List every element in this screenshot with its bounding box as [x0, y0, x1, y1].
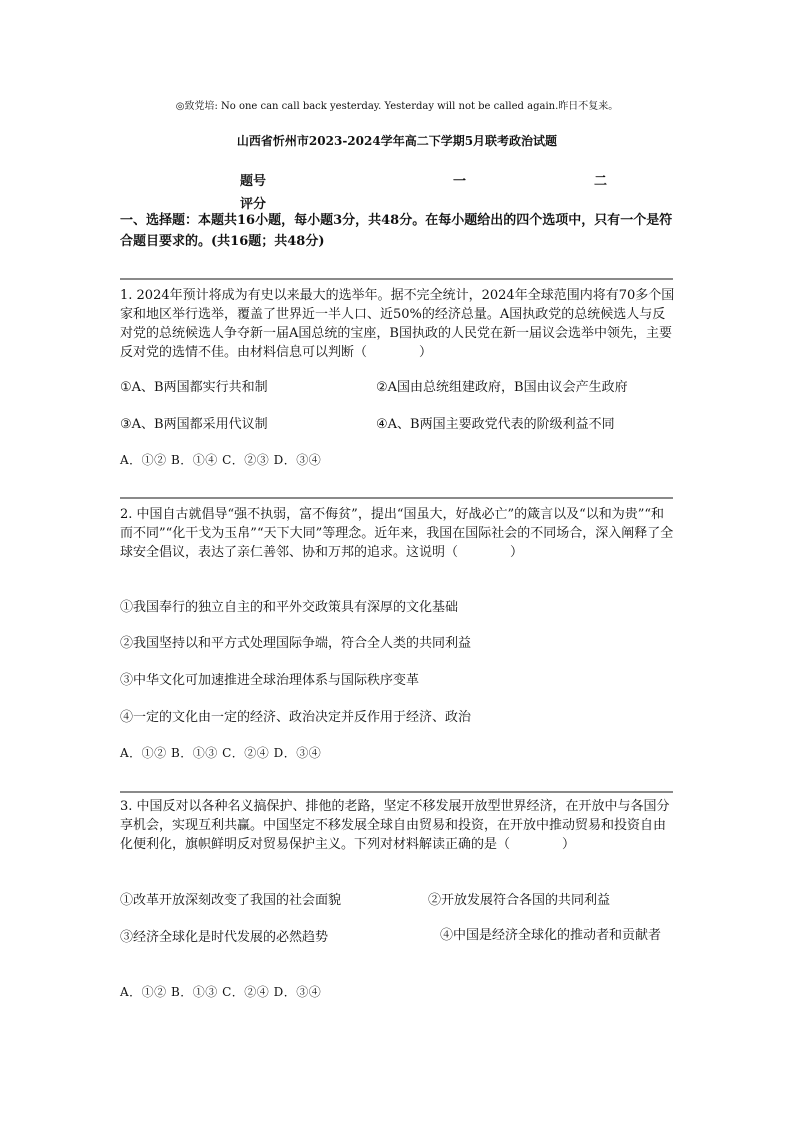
question-stem: 3. 中国反对以各种名义搞保护、排他的老路，坚定不移发展开放型世界经济，在开放中与各国分享机会，实现互利共赢。中国坚定不移发展全球自由贸易和投资，在开放中推动贸易和投资自由化便利化，旗帜鲜明反对贸易保护主义。下列对材料解读正确的是（ ） [120, 799, 670, 852]
answer-choices: A．①② B．①③ C．②④ D．③④ [120, 985, 322, 999]
divider [120, 497, 673, 499]
answer-choices: A．①② B．①③ C．②④ D．③④ [120, 746, 322, 760]
option-3: ③中华文化可加速推进全球治理体系与国际秩序变革 [120, 673, 420, 688]
question-stem: 1. 2024年预计将成为有史以来最大的选举年。据不完全统计，2024年全球范围内将有70多个国家和地区举行选举，覆盖了世界近一半人口、近50%的经济总量。A国执政党的总统候选人与反对党的总统候选人争夺新一届A国总统的宝座，B国执政的人民党在新一届议会选举中领先，主要反对党的选情不佳。由材料信息可以判断（ ） [120, 288, 675, 360]
option-1: ①A、B两国都实行共和制 [120, 380, 268, 395]
divider [120, 278, 673, 280]
option-2: ②开放发展符合各国的共同利益 [428, 893, 611, 908]
option-1: ①我国奉行的独立自主的和平外交政策具有深厚的文化基础 [120, 600, 459, 615]
score-table-score-label: 评分 [240, 197, 267, 212]
option-3: ③A、B两国都采用代议制 [120, 417, 268, 432]
option-3: ③经济全球化是时代发展的必然趋势 [120, 930, 329, 945]
section-header: 一、选择题：本题共16小题，每小题3分，共48分。在每小题给出的四个选项中，只有一个是符合题目要求的。(共16题；共48分) [120, 213, 673, 249]
option-1: ①改革开放深刻改变了我国的社会面貌 [120, 893, 342, 908]
motto-header: ◎致党培: No one can call back yesterday. Yesterday will not be called again.昨日不复来。 [175, 101, 619, 112]
option-2: ②我国坚持以和平方式处理国际争端，符合全人类的共同利益 [120, 636, 472, 651]
option-4: ④一定的文化由一定的经济、政治决定并反作用于经济、政治 [120, 710, 472, 725]
divider [120, 791, 673, 793]
option-2: ②A国由总统组建政府，B国由议会产生政府 [376, 380, 628, 395]
score-table-col-2: 二 [594, 174, 608, 189]
question-stem: 2. 中国自古就倡导“强不执弱，富不侮贫”，提出“国虽大，好战必亡”的箴言以及“以和为贵”“和而不同”“化干戈为玉帛”“天下大同”等理念。近年来，我国在国际社会的不同场合，深入阐释了全球安全倡议，表达了亲仁善邻、协和万邦的追求。这说明（ ） [120, 507, 674, 560]
answer-choices: A．①② B．①④ C．②③ D．③④ [120, 453, 322, 467]
option-4: ④A、B两国主要政党代表的阶级利益不同 [376, 417, 615, 432]
score-table-col-1: 一 [453, 174, 467, 189]
option-4: ④中国是经济全球化的推动者和贡献者 [440, 928, 662, 943]
exam-title: 山西省忻州市2023-2024学年高二下学期5月联考政治试题 [236, 134, 558, 148]
score-table-row-label: 题号 [240, 174, 267, 189]
